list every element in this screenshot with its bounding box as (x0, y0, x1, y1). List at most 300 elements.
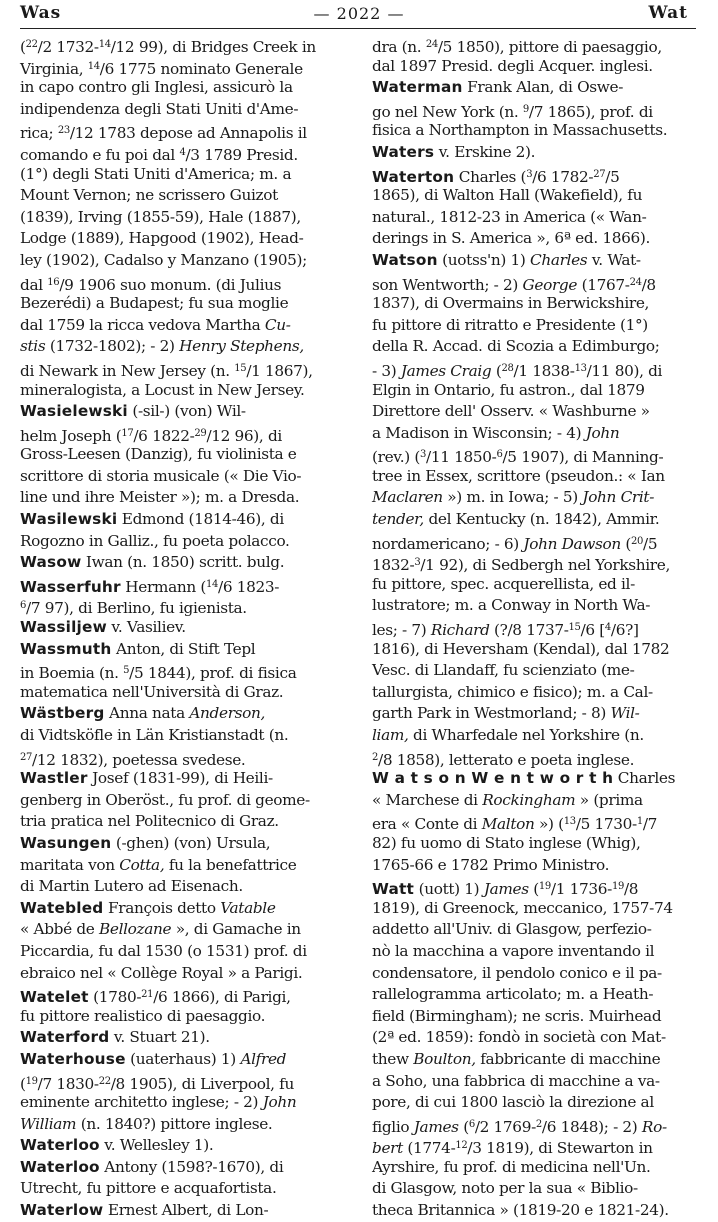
text-run: Josef (1831-99), di Heili- (87, 769, 273, 788)
text-run: /6 1848); - 2) (541, 1117, 642, 1136)
text-line (20, 487, 352, 509)
text-line (372, 272, 704, 294)
text-run: /5 1730- (575, 815, 637, 834)
text-run: /12 1832), poetessa svedese. (32, 750, 246, 769)
text-line (20, 790, 352, 812)
text-run: tallurgista, chimico e fisico); m. a Cal- (372, 682, 653, 701)
text-line (20, 1006, 352, 1028)
text-line (372, 682, 704, 704)
entry-headword: Wastler (20, 769, 88, 788)
text-line (372, 142, 704, 164)
text-run: scrittore di storia musicale (« Die Vio- (20, 466, 302, 485)
text-run: 19 (538, 881, 551, 893)
text-run: field (Birmingham); ne scris. Muirhead (372, 1006, 662, 1025)
text-run: 1819), di Greenock, meccanico, 1757-74 (372, 898, 673, 917)
text-run: Vesc. di Llandaff, fu scienziato (me- (372, 661, 635, 680)
text-run: maritata von (20, 855, 120, 874)
entry-headword: Waters (372, 142, 435, 161)
text-run: John Crit- (582, 488, 655, 507)
text-run: mineralogista, a Locust in New Jersey. (20, 380, 305, 399)
text-run: thew (372, 1049, 414, 1068)
text-run: Cu- (264, 315, 291, 334)
text-run: ( (620, 534, 632, 553)
text-line (372, 336, 704, 358)
text-line (20, 509, 352, 531)
text-run: James (413, 1117, 459, 1136)
text-line (20, 768, 352, 790)
text-run: 28 (501, 362, 514, 374)
text-line (372, 380, 704, 402)
text-run: John (262, 1093, 297, 1112)
text-line (372, 876, 704, 898)
text-line (20, 617, 352, 639)
text-run: matematica nell'Università di Graz. (20, 682, 284, 701)
text-run: 13 (563, 816, 576, 828)
text-run: 21 (141, 989, 154, 1001)
text-run: 1837), di Overmains in Berwickshire, (372, 294, 650, 313)
text-line (20, 833, 352, 855)
text-run: 5 (123, 665, 130, 677)
text-run: dra (n. (372, 38, 426, 56)
text-run: 1865), di Walton Hall (Wakefield), fu (372, 186, 643, 205)
text-line (20, 1092, 352, 1114)
text-run: a Madison in Wisconsin; - 4) (372, 423, 586, 442)
text-run: ») m. in Iowa; - 5) (442, 488, 583, 507)
text-run: son Wentworth; - 2) (372, 275, 523, 294)
text-run: /11 80), di (586, 361, 663, 380)
text-run: ( (458, 1117, 469, 1136)
text-run: 1 (636, 816, 643, 828)
text-line (20, 531, 352, 553)
text-line (20, 1135, 352, 1157)
text-run: /5 1850), pittore di paesaggio, (437, 38, 662, 56)
text-line (372, 1135, 704, 1157)
text-run: /1 92), di Sedbergh nel Yorkshire, (420, 556, 670, 575)
text-run: in capo contro gli Inglesi, assicurò la (20, 78, 293, 97)
text-run: dal 1759 la ricca vedova Martha (20, 315, 265, 334)
text-line (20, 703, 352, 725)
text-run: Boulton, (413, 1049, 476, 1068)
text-run: v. Wat- (587, 250, 641, 269)
text-line (372, 120, 704, 142)
text-line (20, 185, 352, 207)
text-line (372, 660, 704, 682)
text-run: 3 (414, 557, 421, 569)
text-run: /6?] (610, 621, 639, 640)
text-run: ( (20, 1074, 26, 1093)
text-line (20, 207, 352, 229)
text-run: Malton (481, 815, 535, 834)
text-line (20, 358, 352, 380)
text-run: (uotss'n) 1) (437, 250, 530, 269)
text-run: Anton, di Stift Tepl (111, 639, 256, 658)
text-line (20, 250, 352, 272)
text-run: 9 (522, 103, 529, 115)
text-run: Ayrshire, fu prof. di medicina nell'Un. (372, 1157, 651, 1176)
text-run: (1°) degli Stati Uniti d'America; m. a (20, 164, 292, 183)
text-line (20, 77, 352, 99)
entry-headword: Waterloo (20, 1136, 100, 1155)
text-line (20, 228, 352, 250)
entry-headword: Wasielewski (20, 402, 128, 421)
text-run: /1 1867), (246, 361, 313, 380)
text-run: /6 [ (580, 621, 605, 640)
text-run: a Soho, una fabbrica di macchine a va- (372, 1071, 660, 1090)
text-run: (1839), Irving (1855-59), Hale (1887), (20, 207, 301, 226)
text-run: (1732-1802); - 2) (45, 337, 180, 356)
text-line (372, 1049, 704, 1071)
text-run: fabbricante di macchine (475, 1049, 661, 1068)
text-run: (n. 1840?) pittore inglese. (76, 1114, 273, 1133)
text-line (20, 639, 352, 661)
text-run: 14 (206, 578, 219, 590)
text-line (20, 142, 352, 164)
text-run: /7 97), di Berlino, fu igienista. (26, 599, 247, 618)
text-run: /11 1850- (426, 448, 497, 467)
text-line (372, 963, 704, 985)
text-run: derings in S. America », 6ª ed. 1866). (372, 229, 651, 248)
text-run: 17 (121, 427, 134, 439)
entry-headword: Watt (372, 880, 415, 899)
text-line (20, 315, 352, 337)
text-run: fu pittore di ritratto e Presidente (1°) (372, 315, 648, 334)
text-run: Iwan (n. 1850) scritt. bulg. (81, 553, 285, 572)
text-run: 27 (593, 168, 606, 180)
entry-headword: Wasow (20, 553, 82, 572)
text-run: lustratore; m. a Conway in North Wa- (372, 596, 651, 615)
entry-headword: Watebled (20, 898, 104, 917)
text-line (20, 99, 352, 121)
text-run: ( (20, 38, 26, 56)
text-run: /12 99), di Bridges Creek in (110, 38, 316, 56)
text-run: (1774- (402, 1139, 456, 1158)
text-run: 4 (604, 622, 611, 634)
entry-headword: Waterhouse (20, 1049, 126, 1068)
text-run: /1 1838- (513, 361, 575, 380)
text-run: fu pittore, spec. acquerellista, ed il- (372, 574, 635, 593)
text-line (20, 855, 352, 877)
text-run: Alfred (240, 1049, 287, 1068)
text-line (372, 207, 704, 229)
text-run: François detto (103, 898, 221, 917)
text-run: v. Vasiliev. (106, 618, 186, 637)
text-run: /3 1789 Presid. (185, 145, 298, 164)
page-number: — 2022 — (313, 4, 405, 23)
entry-headword: Watelet (20, 988, 89, 1007)
text-line (372, 639, 704, 661)
text-line (372, 185, 704, 207)
text-run: go nel New York (n. (372, 102, 523, 121)
text-run: dal (20, 275, 48, 294)
text-run: Ernest Albert, di Lon- (103, 1201, 269, 1220)
text-run: Piccardia, fu dal 1530 (o 1531) prof. di (20, 941, 307, 960)
text-line (372, 833, 704, 855)
text-run: Utrecht, fu pittore e acquafortista. (20, 1179, 277, 1198)
text-run: 24 (629, 276, 642, 288)
text-run: di Vidtsköfle in Län Kristianstadt (n. (20, 726, 289, 744)
text-line (20, 1178, 352, 1200)
text-line (20, 941, 352, 963)
text-line (20, 293, 352, 315)
text-run: tria pratica nel Politecnico di Graz. (20, 812, 279, 831)
text-line (372, 898, 704, 920)
text-run: (-sil-) (von) Wil- (127, 402, 246, 421)
text-line (20, 919, 352, 941)
text-line (20, 34, 352, 56)
left-column (20, 34, 352, 1222)
text-line (20, 466, 352, 488)
text-run: Mount Vernon; ne scrissero Guizot (20, 186, 278, 205)
text-run: /12 1783 depose ad Annapolis il (69, 124, 307, 143)
text-run: 23 (57, 125, 70, 137)
entry-headword: Wasilewski (20, 510, 118, 529)
text-run: v. Erskine 2). (434, 142, 536, 161)
entry-headword: Wasserfuhr (20, 577, 121, 596)
text-line (20, 1049, 352, 1071)
text-run: ebraico nel « Collège Royal » a Parigi. (20, 963, 303, 982)
text-run: Anna nata (104, 704, 190, 723)
text-run: addetto all'Univ. di Glasgow, perfezio- (372, 920, 652, 939)
text-run: di Newark in New Jersey (n. (20, 361, 235, 380)
text-run: James (483, 880, 529, 899)
text-run: /3 1819), di Stewarton in (467, 1139, 653, 1158)
page-header (0, 0, 718, 30)
text-run: di Wharfedale nel Yorkshire (n. (408, 726, 644, 744)
text-run: figlio (372, 1117, 414, 1136)
text-run: ( (528, 880, 539, 899)
entry-headword: Waterton (372, 167, 455, 186)
text-line (372, 423, 704, 445)
text-run: Anderson, (189, 704, 266, 723)
text-run: », di Gamache in (171, 920, 301, 939)
text-line (372, 509, 704, 531)
text-line (372, 811, 704, 833)
text-run: /9 1906 suo monum. (di Julius (59, 275, 282, 294)
text-line (372, 574, 704, 596)
text-line (20, 574, 352, 596)
text-line (20, 1157, 352, 1179)
text-line (372, 1071, 704, 1093)
text-run: Charles (529, 250, 588, 269)
text-line (20, 984, 352, 1006)
text-run: natural., 1812-23 in America (« Wan- (372, 207, 647, 226)
text-run: theca Britannica » (1819-20 e 1821-24). (372, 1201, 669, 1220)
text-run: Vatable (220, 898, 276, 917)
text-run: » (prima (575, 790, 643, 809)
text-line (372, 444, 704, 466)
text-line (372, 595, 704, 617)
text-run: John Dawson (523, 534, 621, 553)
text-line (372, 77, 704, 99)
text-line (372, 919, 704, 941)
text-run: line und ihre Meister »); m. a Dresda. (20, 488, 300, 507)
text-run: comando e fu poi dal (20, 145, 180, 164)
text-run: John (585, 423, 620, 442)
text-run: Charles ( (454, 167, 527, 186)
text-run: tender, (372, 510, 424, 529)
text-run: 19 (25, 1075, 38, 1087)
text-run: « Abbé de (20, 920, 99, 939)
text-run: ») ( (534, 815, 564, 834)
text-line (20, 56, 352, 78)
entry-headword: Waterford (20, 1028, 110, 1047)
text-run: 15 (568, 622, 581, 634)
text-run: /5 (643, 534, 658, 553)
text-run: (rev.) ( (372, 448, 421, 467)
text-run: Direttore dell' Osserv. « Washburne » (372, 402, 650, 421)
text-line (372, 984, 704, 1006)
text-run: /12 96), di (206, 426, 282, 445)
text-run: /2 1769- (474, 1117, 536, 1136)
text-run: « Marchese di (372, 790, 483, 809)
text-run: garth Park in Westmorland; - 8) (372, 704, 611, 723)
text-line (372, 164, 704, 186)
text-run: (1767- (577, 275, 630, 294)
text-run: 27 (20, 751, 33, 763)
header-rule (20, 28, 696, 29)
text-run: nò la macchina a vapore inventando il (372, 941, 655, 960)
text-run: Rogozno in Galliz., fu poeta polacco. (20, 531, 290, 550)
text-run: 19 (611, 881, 624, 893)
text-run: /6 1782- (532, 167, 594, 186)
text-line (20, 336, 352, 358)
text-line (20, 876, 352, 898)
text-run: 3 (420, 449, 427, 461)
text-line (20, 1071, 352, 1093)
text-run: indipendenza degli Stati Uniti d'Ame- (20, 99, 299, 118)
text-run: 4 (179, 146, 186, 158)
text-run: /8 (641, 275, 656, 294)
text-line (372, 250, 704, 272)
text-line (372, 725, 704, 747)
text-run: del Kentucky (n. 1842), Ammir. (423, 510, 660, 529)
header-right-guideword: Wat (648, 3, 688, 23)
text-run: pore, di cui 1800 lasciò la direzione al (372, 1093, 654, 1112)
text-run: Wil- (610, 704, 640, 723)
text-run: 13 (574, 362, 587, 374)
text-line (20, 898, 352, 920)
text-run: ( (491, 361, 502, 380)
text-run: (-ghen) (von) Ursula, (111, 833, 271, 852)
text-line (20, 963, 352, 985)
text-line (372, 1114, 704, 1136)
text-line (372, 228, 704, 250)
text-run: Bellozane (98, 920, 172, 939)
text-run: Henry Stephens, (179, 337, 304, 356)
text-line (20, 1114, 352, 1136)
text-run: les; - 7) (372, 621, 431, 640)
text-run: liam, (372, 726, 409, 744)
text-line (372, 487, 704, 509)
text-run: condensatore, il pendolo conico e il pa- (372, 963, 662, 982)
entry-headword: Watson (372, 250, 438, 269)
text-run: ley (1902), Cadalso y Manzano (1905); (20, 250, 307, 269)
entry-headword: Wassiljew (20, 618, 107, 637)
right-column (372, 34, 704, 1222)
text-run: Virginia, (20, 59, 88, 78)
text-run: Edmond (1814-46), di (117, 510, 284, 529)
text-run: di Glasgow, noto per la sua « Biblio- (372, 1179, 638, 1198)
text-run: 2 (535, 1118, 542, 1130)
text-line (20, 120, 352, 142)
text-line (372, 531, 704, 553)
text-run: George (522, 275, 578, 294)
text-run: /6 1823- (218, 577, 280, 596)
text-line (20, 1027, 352, 1049)
text-run: 14 (98, 39, 111, 50)
text-run: 1832- (372, 556, 415, 575)
text-run: stis (20, 337, 46, 356)
text-line (372, 293, 704, 315)
text-run: /1 1736- (550, 880, 612, 899)
entry-headword: W a t s o n W e n t w o r t h (372, 769, 614, 788)
text-run: fu la benefattrice (164, 855, 297, 874)
text-line (372, 941, 704, 963)
text-line (20, 725, 352, 747)
entry-headword: Wästberg (20, 704, 105, 723)
text-line (372, 747, 704, 769)
text-run: 6 (468, 1118, 475, 1130)
text-line (20, 380, 352, 402)
text-line (372, 1200, 704, 1222)
text-line (20, 552, 352, 574)
entry-headword: Waterman (372, 78, 463, 97)
text-run: Antony (1598?-1670), di (99, 1157, 284, 1176)
text-run: Maclaren (372, 488, 443, 507)
text-run: Hermann ( (120, 577, 206, 596)
text-run: Frank Alan, di Oswe- (462, 78, 624, 97)
text-run: Rockingham (482, 790, 576, 809)
text-run: 24 (425, 39, 438, 50)
text-run: /7 (642, 815, 658, 834)
text-line (20, 272, 352, 294)
text-run: Elgin in Ontario, fu astron., dal 1879 (372, 380, 645, 399)
text-run: 14 (87, 60, 100, 72)
text-run: Gross-Leesen (Danzig), fu violinista e (20, 445, 297, 464)
text-run: /8 1858), letterato e poeta inglese. (378, 750, 635, 769)
text-run: Lodge (1889), Hapgood (1902), Head- (20, 229, 304, 248)
text-line (20, 164, 352, 186)
text-line (372, 34, 704, 56)
text-run: 1765-66 e 1782 Primo Ministro. (372, 855, 610, 874)
text-run: v. Stuart 21). (109, 1028, 210, 1047)
text-line (372, 855, 704, 877)
text-line (372, 99, 704, 121)
text-run: Charles (613, 769, 676, 788)
text-line (372, 790, 704, 812)
text-run: /5 1844), prof. di fisica (129, 664, 297, 683)
text-run: Ro- (641, 1117, 667, 1136)
text-line (372, 1178, 704, 1200)
entry-headword: Wasungen (20, 833, 112, 852)
text-line (372, 617, 704, 639)
text-run: /7 1865), prof. di (528, 102, 653, 121)
text-run: v. Wellesley 1). (99, 1136, 214, 1155)
text-run: 1816), di Heversham (Kendal), dal 1782 (372, 639, 670, 658)
text-run: William (20, 1114, 77, 1133)
text-run: Richard (430, 621, 490, 640)
text-run: rallelogramma articolato; m. a Heath- (372, 985, 654, 1004)
text-run: /6 1775 nominato Generale (99, 59, 303, 78)
text-line (20, 444, 352, 466)
text-line (372, 1157, 704, 1179)
text-line (20, 660, 352, 682)
entry-headword: Waterlow (20, 1201, 104, 1220)
text-run: (1780- (88, 988, 142, 1007)
text-run: era « Conte di (372, 815, 482, 834)
text-run: Bezerédi) a Budapest; fu sua moglie (20, 294, 289, 313)
text-run: 15 (234, 362, 247, 374)
